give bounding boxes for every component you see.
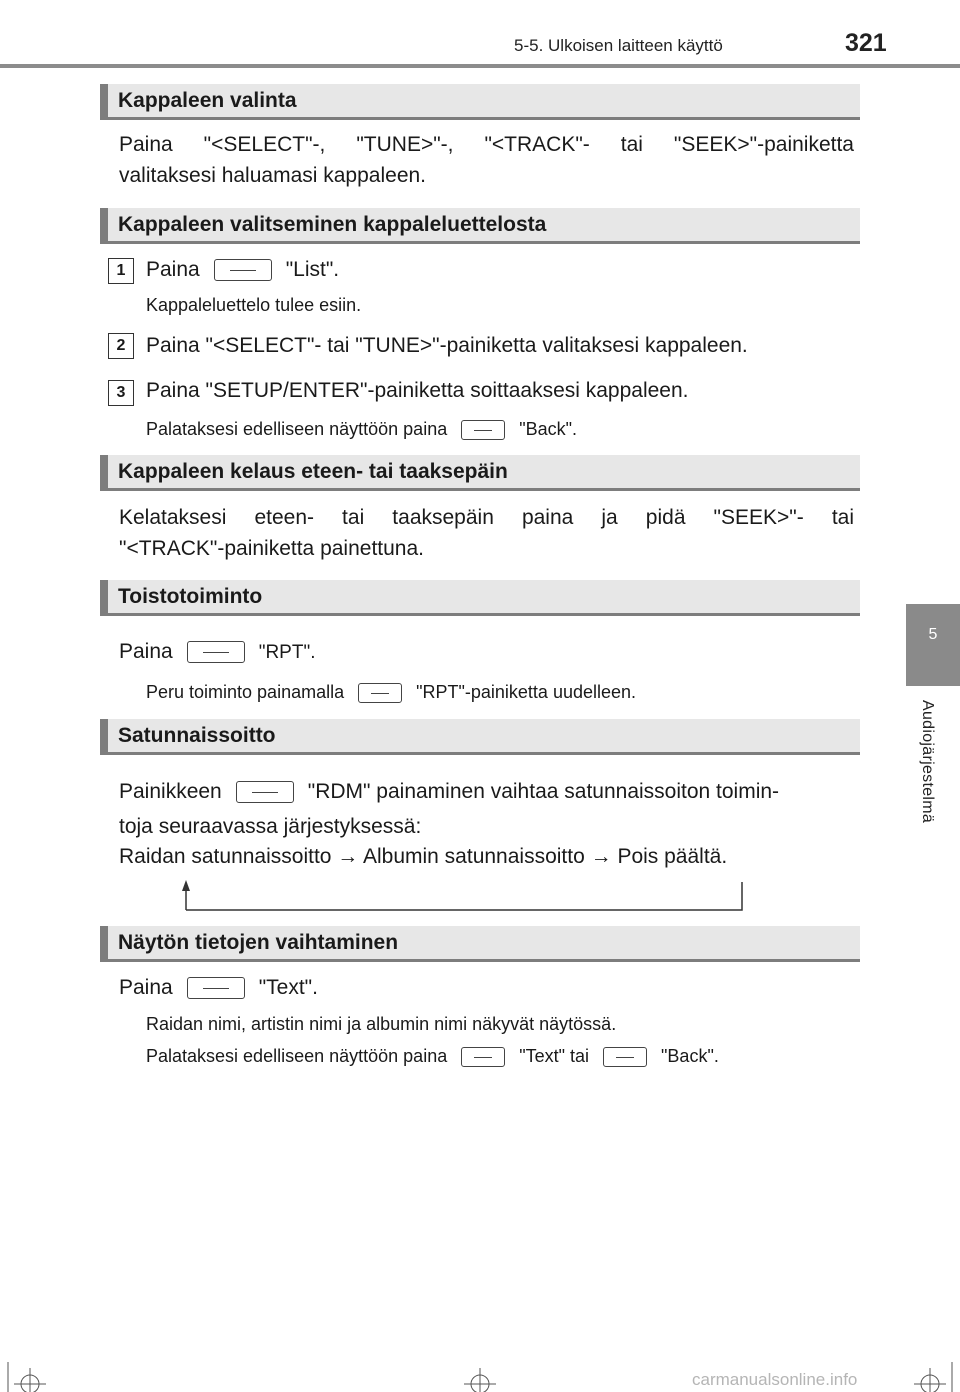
rdm-button-icon (236, 781, 294, 803)
paragraph-line: valitaksesi haluamasi kappaleen. (119, 164, 427, 187)
paragraph-line: toja seuraavassa järjestyksessä: (119, 815, 422, 838)
paragraph-line: Raidan satunnaissoitto → Albumin satunnaissoitto → Pois päältä. (119, 845, 728, 868)
section-title: Kappaleen valinta (118, 89, 297, 112)
section-header-track-selection (100, 84, 860, 120)
page-number: 321 (845, 29, 887, 57)
back-note (146, 418, 577, 440)
text-button-icon (187, 977, 245, 999)
paragraph-line: Kelataksesi eteen- tai taaksepäin paina ja pidä "SEEK>"- tai (119, 506, 854, 529)
chapter-label: Audiojärjestelmä (919, 700, 936, 824)
back-button-icon (603, 1047, 647, 1067)
text-fragment: "Back". (661, 1046, 719, 1066)
section-title: Näytön tietojen vaihtaminen (118, 931, 399, 954)
watermark: carmanualsonline.info (692, 1370, 858, 1389)
text-fragment: Palataksesi edelliseen näyttöön paina (146, 419, 448, 439)
text-fragment: "RDM" painaminen vaihtaa satunnaissoiton toimin- (307, 780, 780, 803)
paragraph-line: Paina "<SELECT"-, "TUNE>"-, "<TRACK"- tai "SEEK>"-painiketta (119, 133, 854, 156)
rpt-button-icon (187, 641, 245, 663)
section-header-track-list (100, 208, 860, 244)
paragraph-line: "<TRACK"-painiketta painettuna. (119, 537, 424, 560)
step-1-text (146, 254, 339, 285)
random-line-1 (119, 776, 779, 807)
step-number-1: 1 (108, 258, 134, 284)
text-fragment: "List". (285, 258, 340, 281)
text-button-icon (461, 1047, 505, 1067)
cycle-loop-arrow (176, 878, 756, 914)
step-1-note: Kappaleluettelo tulee esiin. (146, 295, 362, 315)
repeat-note (146, 681, 636, 703)
section-header-display-info (100, 926, 860, 962)
back-button-icon (461, 420, 505, 440)
text-fragment: Painikkeen (119, 780, 222, 803)
step-number-3: 3 (108, 380, 134, 406)
text-fragment: "Back". (519, 419, 578, 439)
display-note-2 (146, 1045, 719, 1067)
step-3-text: Paina "SETUP/ENTER"-painiketta soittaaksesi kappaleen. (146, 379, 689, 402)
section-title: Kappaleen kelaus eteen- tai taaksepäin (118, 460, 508, 483)
text-fragment: Paina (146, 258, 200, 281)
text-fragment: Paina (119, 640, 173, 663)
chapter-number: 5 (928, 626, 938, 643)
repeat-line (119, 636, 316, 668)
section-title: Toistotoiminto (118, 585, 263, 608)
header-rule (0, 64, 960, 68)
step-number-2: 2 (108, 333, 134, 359)
chapter-tab (906, 604, 960, 686)
rpt-button-icon (358, 683, 402, 703)
step-2-text: Paina "<SELECT"- tai "TUNE>"-painiketta valitaksesi kappaleen. (146, 334, 748, 357)
text-fragment: Peru toiminto painamalla (146, 682, 345, 702)
header-section-title: 5-5. Ulkoisen laitteen käyttö (514, 36, 723, 55)
text-fragment: "RPT"-painiketta uudelleen. (416, 682, 637, 702)
text-fragment: Palataksesi edelliseen näyttöön paina (146, 1046, 448, 1066)
section-title: Satunnaissoitto (118, 724, 276, 747)
text-fragment: "RPT". (258, 642, 316, 663)
list-button-icon (214, 259, 272, 281)
display-note-1: Raidan nimi, artistin nimi ja albumin nimi näkyvät näytössä. (146, 1014, 617, 1034)
text-fragment: "Text". (258, 976, 318, 999)
section-header-random (100, 719, 860, 755)
text-fragment: Paina (119, 976, 173, 999)
text-line (119, 972, 318, 1003)
section-header-fast-forward (100, 455, 860, 491)
section-header-repeat (100, 580, 860, 616)
section-title: Kappaleen valitseminen kappaleluettelosta (118, 213, 547, 236)
text-fragment: "Text" tai (519, 1046, 590, 1066)
